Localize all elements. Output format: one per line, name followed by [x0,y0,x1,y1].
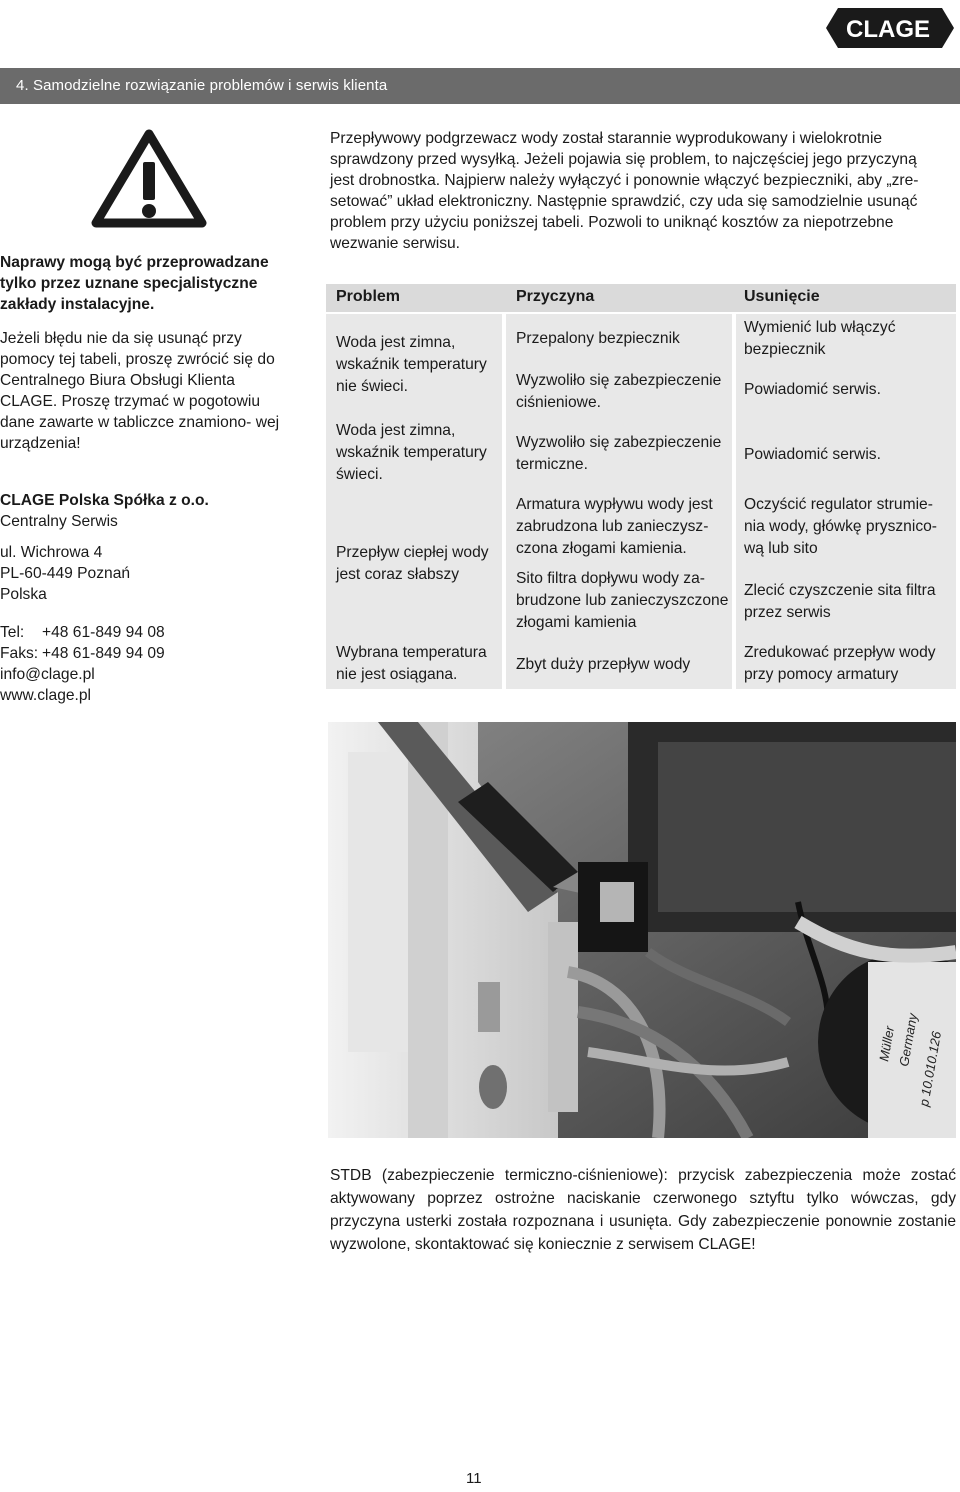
fax-number: +48 61-849 94 09 [42,645,165,662]
cause-cell: Zbyt duży przepływ wody [516,656,691,673]
fax-label: Faks: [0,645,39,662]
troubleshooting-table [326,284,956,689]
problem-cell: Przepływ ciepłej wody jest coraz słabszy [336,544,489,583]
remedy-cell: Zlecić czyszczenie sita filtra przez serwis [744,582,936,621]
cause-cell: Sito filtra dopływu wody za- brudzone lub zanieczyszczone złogami kamienia [516,570,729,631]
repair-note: Naprawy mogą być przeprowadzane tylko przez uznane specjalistyczne zakłady instalacyjne. [0,254,269,313]
page-number: 11 [466,1470,482,1487]
cause-cell: Przepalony bezpiecznik [516,330,680,347]
problem-cell: Woda jest zimna, wskaźnik temperatury nie świeci. [336,334,487,395]
remedy-cell: Powiadomić serwis. [744,381,881,398]
cause-cell: Wyzwoliło się zabezpieczenie ciśnieniowe. [516,372,722,411]
tel-number: +48 61-849 94 08 [42,624,165,641]
country: Polska [0,586,47,603]
city: PL-60-449 Poznań [0,565,131,582]
stdb-photo [328,722,956,1138]
address-block [0,542,295,605]
problem-cell: Wybrana temperatura nie jest osiągana. [336,644,487,683]
company-block [0,490,295,532]
sensor-label-2: Germany [896,1012,921,1068]
section-header [0,68,960,104]
header-problem: Problem [336,288,401,305]
intro-paragraph: Przepływowy podgrzewacz wody został starannie wyprodukowany i wielokrotnie sprawdzony przed wysyłką. Jeżeli pojawia się problem, to najczęściej jego przyczyną jest drobnostka. Najpierw należy wyłączyć i ponownie włączyć bezpieczniki, aby „zre- setować” układ elektroniczny. Następnie sprawdzić, czy uda się samodzielnie usunąć problem przy użyciu poniższej tabeli. Pozwoli to uniknąć kosztów za niepotrzebne wezwanie serwisu. [330,130,919,252]
clage-logo [824,6,956,50]
email-link[interactable]: info@clage.pl [0,666,95,683]
tel-label: Tel: [0,624,25,641]
tel-row [0,622,295,643]
problem-cell: Woda jest zimna, wskaźnik temperatury świeci. [336,422,487,483]
remedy-cell: Wymienić lub włączyć bezpiecznik [744,319,896,358]
sensor-label-1: Müller [876,1025,898,1063]
logo-text: CLAGE [846,16,930,43]
section-title: 4. Samodzielne rozwiązanie problemów i serwis klienta [16,77,388,94]
fax-row [0,643,295,664]
company-name: CLAGE Polska Spółka z o.o. [0,492,209,509]
remedy-cell: Oczyścić regulator strumie- nia wody, główkę prysznico- wą lub sito [744,496,937,557]
cause-cell: Armatura wypływu wody jest zabrudzona lub zanieczysz- czona złogami kamienia. [516,496,713,557]
header-cause: Przyczyna [516,288,595,305]
department: Centralny Serwis [0,513,118,530]
table-header [326,284,956,312]
warning-triangle-icon [90,128,208,228]
web-link[interactable]: www.clage.pl [0,687,92,704]
contact-block [0,622,295,706]
header-remedy: Usunięcie [744,288,820,305]
cause-cell: Wyzwoliło się zabezpieczenie termiczne. [516,434,722,473]
remedy-cell: Zredukować przepływ wody przy pomocy armatury [744,644,936,683]
street: ul. Wichrowa 4 [0,544,103,561]
remedy-cell: Powiadomić serwis. [744,446,881,463]
service-note: Jeżeli błędu nie da się usunąć przy pomocy tej tabeli, proszę zwrócić się do Centralnego Biura Obsługi Klienta CLAGE. Proszę trzymać w pogotowiu dane zawarte w tabliczce znamiono- wej urządzenia! [0,330,280,452]
sensor-label-3: p 10.010.126 [916,1030,945,1108]
stdb-caption: STDB (zabezpieczenie termiczno-ciśnieniowe): przycisk zabezpieczenia może zostać aktywowany poprzez ostrożne naciskanie czerwonego sztyftu tylko wówczas, gdy przyczyna usterki została rozpoznana i usunięta. Gdy zabezpieczenie ponownie zostanie wyzwolone, skontaktować się koniecznie z serwisem CLAGE! [330,1167,956,1253]
